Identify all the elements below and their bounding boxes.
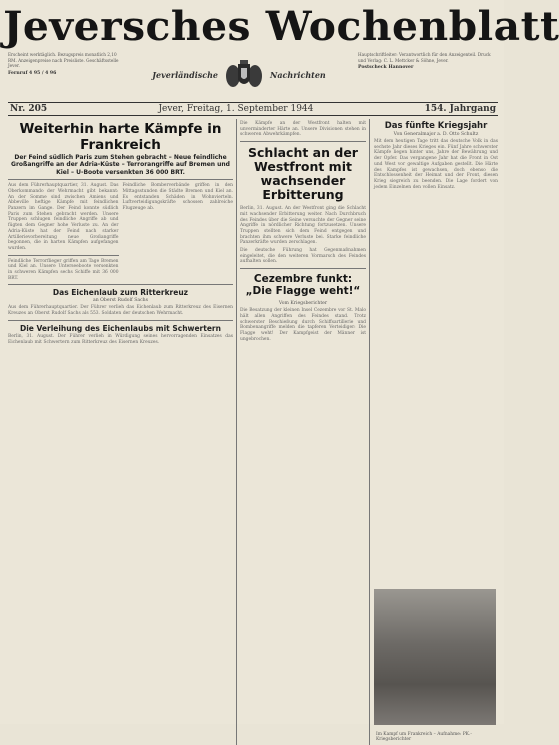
ear-right [358,52,498,100]
column-left [8,119,237,745]
column-left-split [8,183,233,281]
column-right [370,119,498,745]
sub-byline: an Oberst Rudolf Sachs [93,298,148,304]
article-body-right: Feindliche Bomberverbände griffen in den Mittagsstunden die Städte Bremen und Kiel an. Es entstanden Schäden in Wohnvierteln. Luftverteidigungskräfte schossen zahlreiche Flugzeuge ab. [122,183,233,212]
article-body-kriegsjahr: Mit dem heutigen Tage tritt das deutsche Volk in das sechste Jahr dieses Krieges ein. Fünf Jahre schwerster Kämpfe liegen hinter uns, Jahre der Bewährung und der Opfer. Das vergangene Jahr hat die Front in Ost und West vor gewaltige Aufgaben gestellt. Die Härte des Kampfes ist gewachsen, doch ebenso die Entschlossenheit der Heimat und der Front, diesen Krieg siegreich zu beenden. Die Lage fordert von jedem Einzelnen den vollen Einsatz. [374,139,498,190]
article-body-3: Aus dem Führerhauptquartier. Der Führer verlieh das Eichenlaub zum Ritterkreuz des Eisernen Kreuzes an Oberst Rudolf Sachs als 553. Soldaten der deutschen Wehrmacht. [8,305,233,317]
subtitle-right: Nachrichten [270,70,326,80]
article-body-4: Berlin, 31. August. Der Führer verlieh in Würdigung seines hervorragenden Einsatzes das Eichenlaub mit Schwertern zum Ritterkreuz des Eisernen Kreuzes. [8,333,233,345]
headline-deck: Der Feind südlich Paris zum Stehen gebracht – Neue feindliche Großangriffe an der Adria-Küste – Terrorangriffe auf Bremen und Kiel – U-Boote versenkten 36 000 BRT. [8,154,233,180]
article-body-1: Aus dem Führerhauptquartier, 31. August. Das Oberkommando der Wehrmacht gibt bekannt: An der Somme sind zwischen Amiens und Abbeville heftige Kämpfe mit feindlichen Panzern im Gange. Der Feind konnte südlich Paris zum Stehen gebracht werden. Unsere Truppen schlugen feindliche Angriffe ab und fügten dem Gegner hohe Verluste zu. An der Adria-Küste hat der Feind nach starker Artillerievorbereitung neue Großangriffe begonnen, die in harten Kämpfen aufgefangen wurden. [8,183,119,251]
masthead-title: Jeversches Wochenblatt [3,3,559,50]
divider [240,268,366,269]
divider [8,320,233,321]
sub-headline-eichenlaub: Das Eichenlaub zum Ritterkreuz [52,288,189,298]
article-body-top: Die Kämpfe an der Westfront halten mit unverminderter Härte an. Unsere Divisionen stehen in schweren Abwehrkämpfen. [240,121,366,138]
coat-of-arms-icon [224,58,264,92]
subtitle-left: Jeverländische [152,70,219,80]
kriegsjahr-byline: Von Generalmajor a. D. Otto Schultz [393,132,479,137]
article-body-cezembre: Die Besatzung der kleinen Insel Cezembre vor St. Malo hält allen Angriffen des Feindes stand. Trotz schwerster Beschießung durch Schiffsartillerie und Bombenangriffe melden die tapferen Verteidiger: Die Flagge weht! Der Kampfgeist der Männer ist ungebrochen. [240,308,366,342]
dateline-bar [8,102,498,116]
issue-number: Nr. 205 [10,104,48,114]
ear-left-tel: Fernruf 4 95 / 4 96 [8,70,57,76]
article-body-2: Feindliche Terrorflieger griffen am Tage Bremen und Kiel an. Unsere Unterseeboote versenkten in schweren Kämpfen sechs Schiffe mit 36 000 BRT. [8,258,119,281]
ear-left [8,52,120,100]
column-middle [237,119,370,745]
article-body-westfront-2: Die deutsche Führung hat Gegenmaßnahmen eingeleitet, die den weiteren Vormarsch des Feindes aufhalten sollen. [240,248,366,265]
divider [240,141,366,142]
headline-kriegsjahr: Das fünfte Kriegsjahr [384,121,488,131]
article-columns [8,119,498,745]
ear-right-tel: Postscheck Hannover [358,65,414,71]
article-body-westfront: Berlin, 31. August. An der Westfront ging die Schlacht mit wachsender Erbitterung weiter. Nach Durchbruch des Feindes über die Seine versuchte der Gegner seine Angriffe in nördlicher Richtung fortzusetzen. Unsere Truppen stellten sich dem Feind entgegen und brachten ihm schwere Verluste bei. Starke feindliche Panzerkräfte wurden zerschlagen. [240,206,366,246]
photo-caption: Im Kampf um Frankreich – Aufnahme: PK.-Kriegsberichter [376,731,472,743]
headline-westfront: Schlacht an der Westfront mit wachsender Erbitterung [248,145,358,203]
news-photograph [374,589,496,725]
cezembre-byline: Vom Kriegsberichter [278,301,328,307]
issue-date: Jever, Freitag, 1. September 1944 [158,104,314,114]
ear-right-text: Hauptschriftleiter: Verantwortlich für den Anzeigenteil. Druck und Verlag: C. L. Mettcker & Söhne, Jever. [358,52,491,63]
headline-main: Weiterhin harte Kämpfe in Frankreich [19,121,222,153]
subtitle-group [120,52,358,92]
sub-headline-schwerter: Die Verleihung des Eichenlaubs mit Schwertern [20,323,221,333]
masthead-subbar [8,52,498,102]
divider [8,255,119,256]
issue-year: 154. Jahrgang [424,104,496,114]
divider [8,284,233,285]
headline-cezembre: Cezembre funkt: „Die Flagge weht!“ [245,273,361,298]
ear-left-text: Erscheint werktäglich. Bezugspreis monatlich 2,10 RM. Anzeigenpreise nach Preisliste. Geschäftsstelle Jever. [8,52,119,69]
